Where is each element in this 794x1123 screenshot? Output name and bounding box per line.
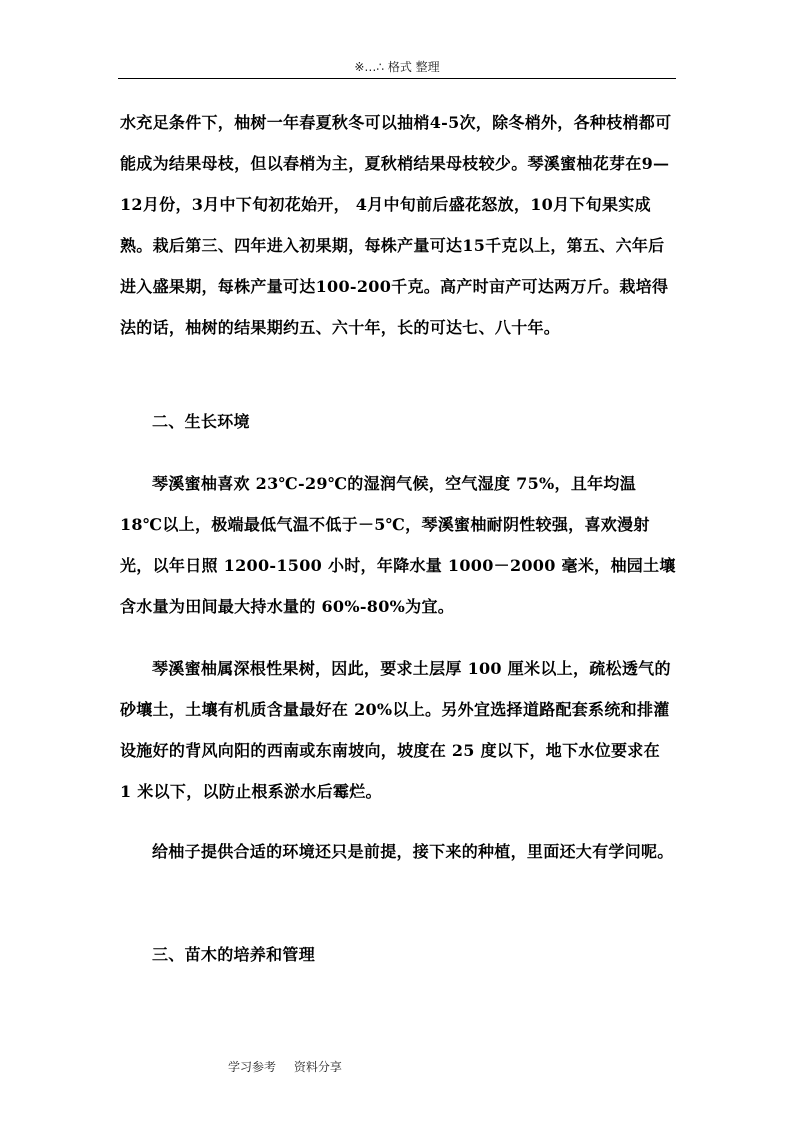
section-heading-growth-environment: 二、生长环境 bbox=[152, 412, 250, 431]
paragraph-fruiting: 水充足条件下，柚树一年春夏秋冬可以抽梢4-5次，除冬梢外，各种枝梢都可能成为结果母枝，但以春梢为主，夏秋梢结果母枝较少。琴溪蜜柚花芽在9—12月份，3月中下旬初花始开， 4月中旬前后盛花怒放，10月下旬果实成熟。栽后第三、四年进入初果期，每株产量可达15千克以上，第五、六年后进入盛果期，每株产量可达100-200千克。高产时亩产可达两万斤。栽培得法的话，柚树的结果期约五、六十年，长的可达七、八十年。 bbox=[120, 113, 672, 337]
header-divider bbox=[118, 78, 676, 79]
paragraph-climate: 琴溪蜜柚喜欢 23℃-29℃的湿润气候，空气湿度 75%，且年均温 18℃以上，极端最低气温不低于－5℃，琴溪蜜柚耐阴性较强，喜欢漫射光，以年日照 1200-1500 小时，年降水量 1000－2000 毫米，柚园土壤含水量为田间最大持水量的 60%-80%为宜。 bbox=[120, 474, 676, 616]
page-footer bbox=[228, 1058, 356, 1075]
page-header bbox=[0, 58, 794, 75]
footer-right-text: 资料分享 bbox=[293, 1060, 342, 1074]
footer-left-text: 学习参考 bbox=[228, 1060, 277, 1074]
paragraph-transition: 给柚子提供合适的环境还只是前提，接下来的种植，里面还大有学问呢。 bbox=[152, 842, 674, 861]
section-heading-seedling-management: 三、苗木的培养和管理 bbox=[152, 945, 316, 964]
paragraph-soil: 琴溪蜜柚属深根性果树，因此，要求土层厚 100 厘米以上，疏松透气的砂壤土，土壤有机质含量最好在 20%以上。另外宜选择道路配套系统和排灌设施好的背风向阳的西南或东南坡向，坡度在 25 度以下，地下水位要求在 1 米以下，以防止根系淤水后霉烂。 bbox=[120, 659, 671, 801]
header-text: ※…∴ 格式 整理 bbox=[354, 60, 440, 74]
